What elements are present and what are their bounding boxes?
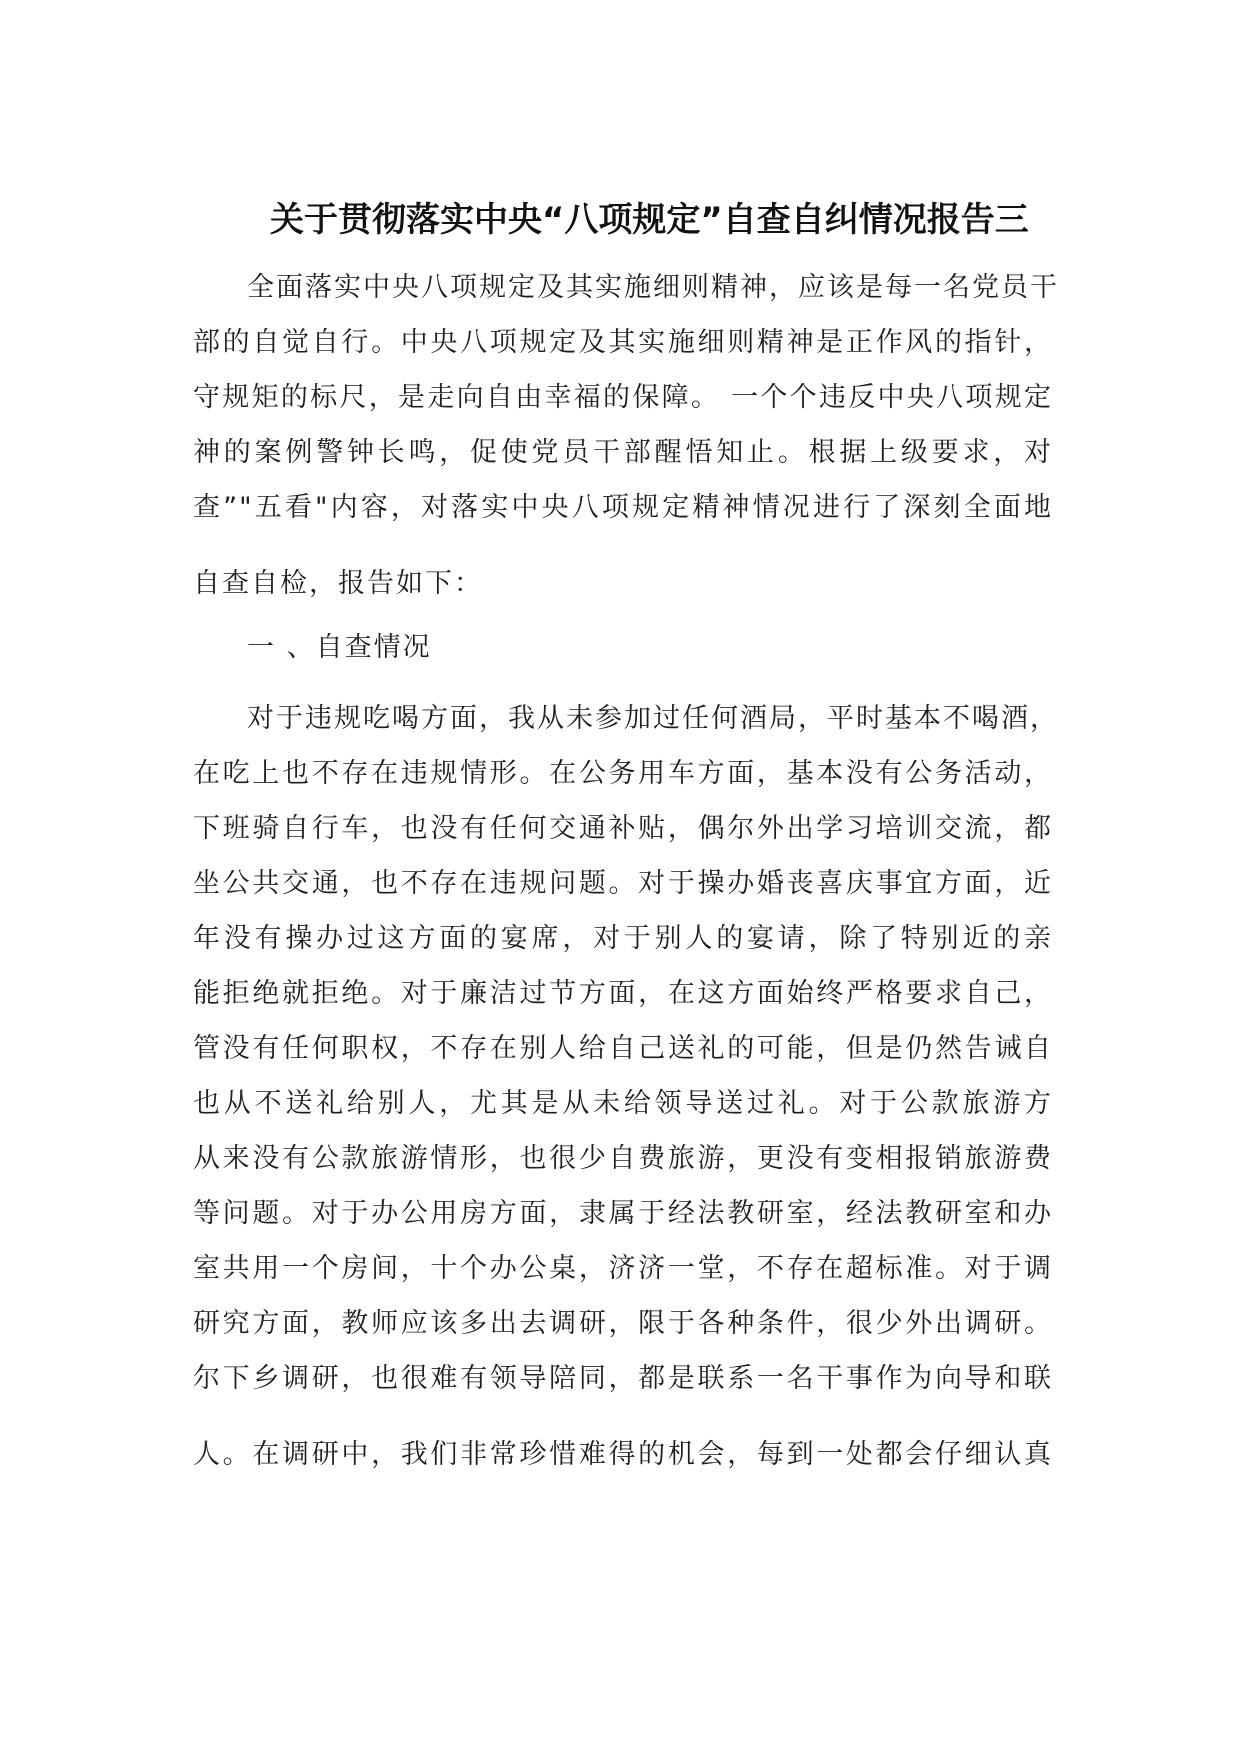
- body-line-10: 等问题。对于办公用房方面，隶属于经法教研室，经法教研室和办: [193, 1198, 1053, 1229]
- intro-line-6: 自查自检，报告如下：: [193, 568, 483, 599]
- body-line-14: 人。在调研中，我们非常珍惜难得的机会，每到一处都会仔细认真: [193, 1439, 1053, 1470]
- section-heading: 一 、自查情况: [247, 632, 432, 663]
- body-line-1: 对于违规吃喝方面，我从未参加过任何酒局，平时基本不喝酒，: [247, 703, 1059, 734]
- body-line-5: 年没有操办过这方面的宴席，对于别人的宴请，除了特别近的亲: [193, 923, 1053, 954]
- body-line-3: 下班骑自行车，也没有任何交通补贴，偶尔外出学习培训交流，都: [193, 813, 1053, 844]
- intro-line-4: 神的案例警钟长鸣，促使党员干部醒悟知止。根据上级要求，对: [193, 437, 1053, 468]
- document-title: 关于贯彻落实中央“八项规定”自查自纠情况报告三: [270, 200, 1029, 240]
- body-line-12: 研究方面，教师应该多出去调研，限于各种条件，很少外出调研。: [193, 1308, 1053, 1339]
- intro-line-1: 全面落实中央八项规定及其实施细则精神，应该是每一名党员干: [247, 272, 1059, 303]
- body-line-2: 在吃上也不存在违规情形。在公务用车方面，基本没有公务活动，: [193, 758, 1053, 789]
- intro-line-3: 守规矩的标尺，是走向自由幸福的保障。 一个个违反中央八项规定: [193, 382, 1053, 413]
- body-line-13: 尔下乡调研，也很难有领导陪同，都是联系一名干事作为向导和联: [193, 1363, 1053, 1394]
- intro-line-2: 部的自觉自行。中央八项规定及其实施细则精神是正作风的指针，: [193, 327, 1053, 358]
- body-line-4: 坐公共交通，也不存在违规问题。对于操办婚丧喜庆事宜方面，近: [193, 868, 1053, 899]
- body-line-6: 能拒绝就拒绝。对于廉洁过节方面，在这方面始终严格要求自己，: [193, 978, 1053, 1009]
- intro-line-5: 查”"五看"内容，对落实中央八项规定精神情况进行了深刻全面地: [193, 492, 1053, 523]
- body-line-11: 室共用一个房间，十个办公桌，济济一堂，不存在超标准。对于调: [193, 1253, 1053, 1284]
- body-line-8: 也从不送礼给别人，尤其是从未给领导送过礼。对于公款旅游方: [193, 1088, 1053, 1119]
- body-line-9: 从来没有公款旅游情形，也很少自费旅游，更没有变相报销旅游费: [193, 1143, 1053, 1174]
- body-line-7: 管没有任何职权，不存在别人给自己送礼的可能，但是仍然告诫自: [193, 1033, 1053, 1064]
